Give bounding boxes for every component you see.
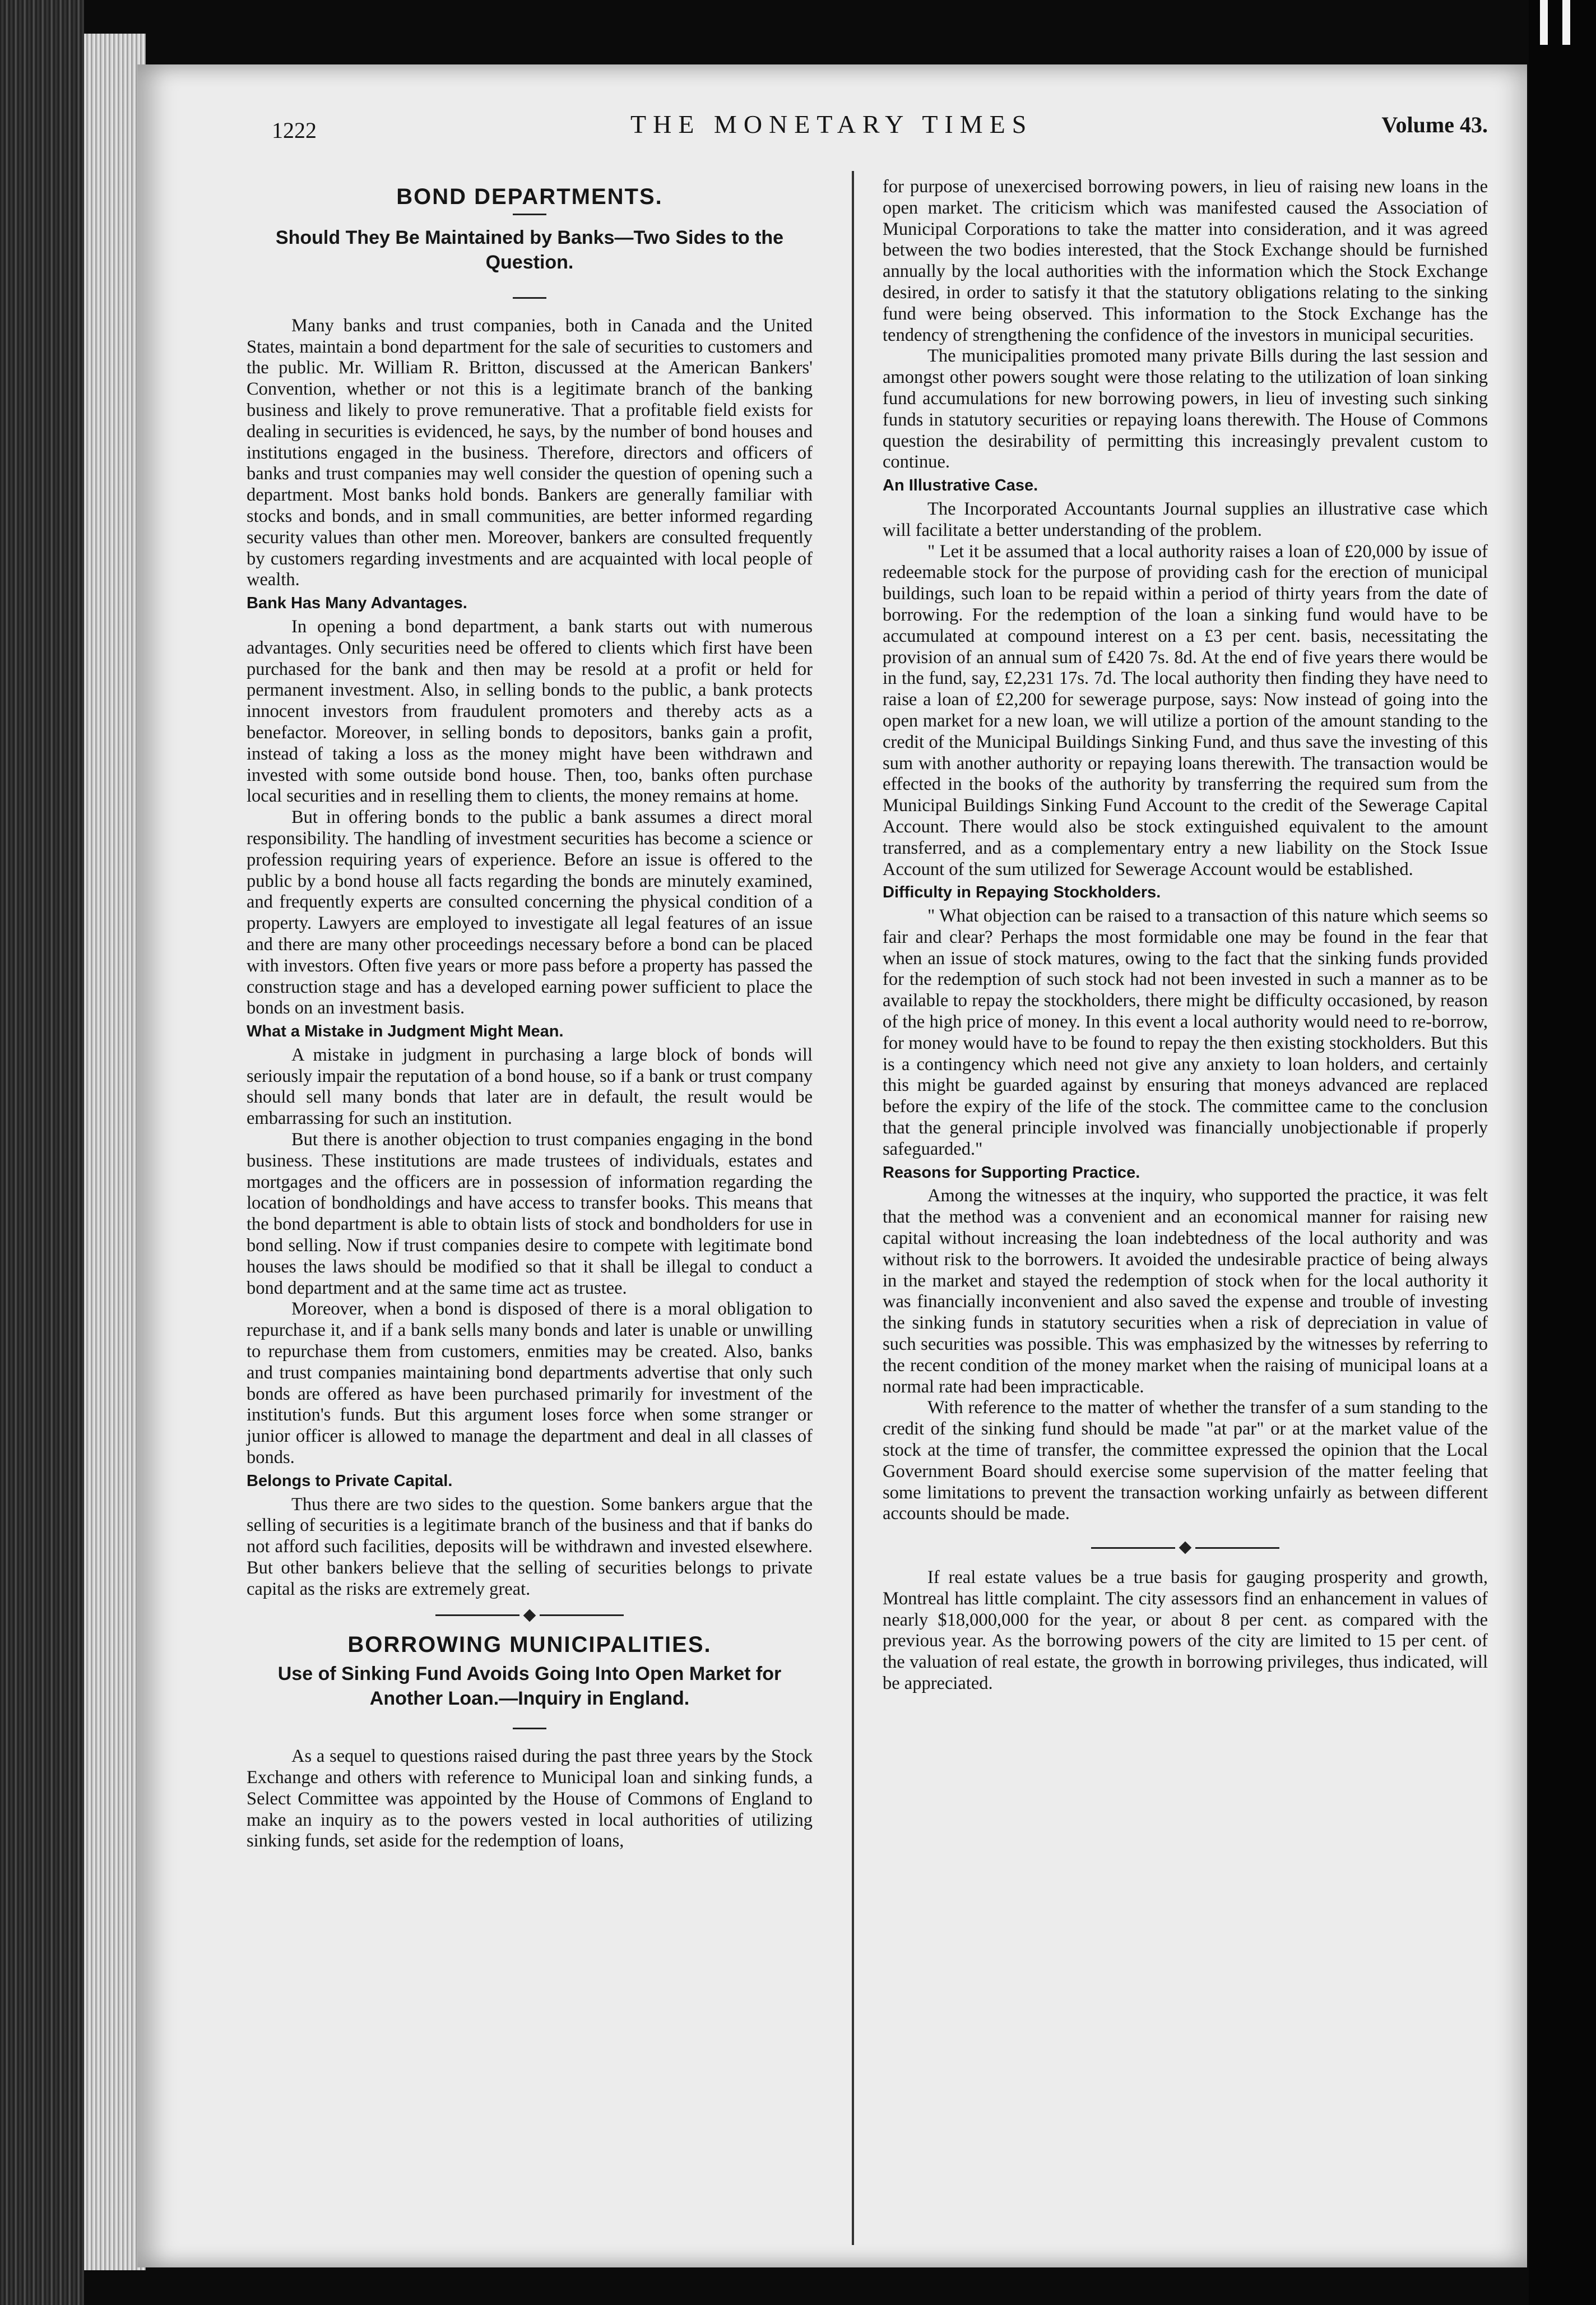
deck-dash bbox=[513, 1728, 546, 1729]
paragraph: With reference to the matter of whether the transfer of a sum standing to the credit of the sinking fund should be made "at par" or at the market value of the stock at the time of transfer, the committee expressed the opinion that the Local Government Board should exercise some supervision of the matter feeling that some limitations to prevent the transaction working unfairly as between different accounts should be made. bbox=[883, 1397, 1488, 1524]
paragraph: Thus there are two sides to the question. Some bankers argue that the selling of securities is a legitimate branch of the business and that if banks do not afford such facilities, deposits will be withdrawn and invested elsewhere. But other bankers believe that the selling of securities belongs to private capital as the risks are extremely great. bbox=[247, 1494, 813, 1599]
article-title-bond-departments: BOND DEPARTMENTS. bbox=[396, 184, 663, 209]
right-margin-dark bbox=[1529, 0, 1596, 2305]
paragraph: The municipalities promoted many private Bills during the last session and amongst other powers sought were those relating to the utilization of loan sinking fund accumulations for new borrowing powers, in lieu of investing such sinking funds in statutory securities or repaying loans therewith. The House of Commons question the desirability of permitting this increasingly prevalent custom to continue. bbox=[883, 346, 1488, 473]
page-number: 1222 bbox=[272, 118, 317, 143]
page-edges bbox=[84, 34, 146, 2270]
journal-title: THE MONETARY TIMES bbox=[630, 110, 1033, 138]
article-deck-bond-departments: Should They Be Maintained by Banks—Two Sides to the Question. bbox=[275, 226, 784, 273]
paragraph: But there is another objection to trust companies engaging in the bond business. These institutions are made trustees of individuals, estates and mortgages and the officers are in possession of information regarding the location of bondholdings and have access to transfer books. This means that the bond department is able to obtain lists of stock and bondholders for use in bond selling. Now if trust companies desire to compete with legitimate bond houses the laws should be modified so that it shall be illegal to conduct a bond department and at the same time act as trustee. bbox=[247, 1130, 813, 1298]
subhead: Bank Has Many Advantages. bbox=[247, 594, 467, 613]
deck-dash bbox=[513, 297, 546, 299]
book-spine bbox=[0, 0, 84, 2305]
subhead: Reasons for Supporting Practice. bbox=[883, 1163, 1140, 1182]
left-column bbox=[247, 177, 813, 1852]
title-dash bbox=[513, 214, 546, 215]
paragraph: Many banks and trust companies, both in Canada and the United States, maintain a bond department for the sale of securities to customers and the public. Mr. William R. Britton, discussed at the American Bankers' Convention, whether or not this is a legitimate branch of the banking business and likely to prove remunerative. That a profitable field exists for dealing in securities is evidenced, he says, by the number of bond houses and institutions engaged in the business. Therefore, directors and officers of banks and trust companies may well consider the question of opening such a department. Most banks hold bonds. Bankers are generally familiar with stocks and bonds, and in small communities, are better informed regarding security values than other men. Moreover, bankers are consulted frequently by customers regarding investments and are acquainted with local people of wealth. bbox=[247, 315, 813, 590]
paragraph: The Incorporated Accountants Journal supplies an illustrative case which will facilitate a better understanding of the problem. bbox=[883, 498, 1488, 540]
paragraph: As a sequel to questions raised during the past three years by the Stock Exchange and others with reference to Municipal loan and sinking funds, a Select Committee was appointed by the House of Commons of England to make an inquiry as to the powers vested in local authorities of utilizing sinking funds, set aside for the redemption of loans, bbox=[247, 1746, 813, 1852]
film-mark bbox=[1540, 0, 1548, 45]
paragraph: But in offering bonds to the public a bank assumes a direct moral responsibility. The handling of investment securities has become a science or profession requiring years of experience. Before an issue is offered to the public by a bond house all facts regarding the bonds are minutely examined, and frequently experts are consulted concerning the physical condition of a property. Lawyers are employed to investigate all legal features of an issue and there are many other proceedings necessary before a bond can be placed with investors. Often five years or more pass before a property has passed the construction stage and has a developed earning power sufficient to place the bonds on an investment basis. bbox=[247, 807, 813, 1019]
paragraph-continued: for purpose of unexercised borrowing powers, in lieu of raising new loans in the open market. The criticism which was manifested caused the Association of Municipal Corporations to take the matter into consideration, and it was agreed between the two bodies interested, that the Stock Exchange should be furnished annually by the local authorities with the information which the Stock Exchange desired, in order to satisfy it that the statutory obligations relating to the sinking fund were being observed. This information to the Stock Exchange has the tendency of strengthening the confidence of the investors in municipal securities. bbox=[883, 177, 1488, 345]
page-header bbox=[137, 109, 1527, 154]
subhead: Belongs to Private Capital. bbox=[247, 1471, 453, 1490]
paragraph: " What objection can be raised to a transaction of this nature which seems so fair and clear? Perhaps the most formidable one may be found in the fear that when an issue of stock matures, owing to the fact that the sinking funds provided for the redemption of such stock had not been invested in such a manner as to be available to repay the stockholders, there might be difficulty occasioned, by reason of the high price of money. In this event a local authority would need to re-borrow, for money would have to be found to repay the then existing stockholders. But this is a contingency which need not give any anxiety to loan holders, and certainly this might be guarded against by ensuring that moneys advanced are replaced before the expiry of the life of the stock. The committee came to the conclusion that the general principle involved was financially unobjectionable if properly safeguarded." bbox=[883, 906, 1488, 1159]
paragraph: " Let it be assumed that a local authority raises a loan of £20,000 by issue of redeemable stock for the purpose of providing cash for the erection of municipal buildings, such loan to be repaid within a period of thirty years from the date of borrowing. For the redemption of the loan a sinking fund would have to be accumulated at compound interest on a £3 per cent. basis, necessitating the provision of an annual sum of £420 7s. 8d. At the end of five years there would be in the fund, say, £2,231 17s. 7d. The local authority then finding they have need to raise a loan of £2,200 for sewerage purpose, says: Now instead of going into the open market for a new loan, we will utilize a portion of the amount standing to the credit of the Municipal Buildings Sinking Fund, and thus save the investing of this sum with another authority or repaying loans therewith. The transaction would be effected in the books of the authority by transferring the required sum from the Municipal Buildings Sinking Fund Account to the credit of the Sewerage Capital Account. There would also be stock extinguished equivalent to the amount transferred, and as a complementary entry a new liability on the Stock Issue Account of the sum utilized for Sewerage Account would be established. bbox=[883, 541, 1488, 880]
right-column bbox=[883, 177, 1488, 1695]
column-rule bbox=[852, 171, 854, 2245]
paragraph: If real estate values be a true basis for gauging prosperity and growth, Montreal has little complaint. The city assessors find an enhancement in values of nearly $18,000,000 for the year, or about 8 per cent. as compared with the previous year. As the borrowing powers of the city are limited to 15 per cent. of the valuation of real estate, the growth in borrowing privileges, thus indicated, will be appreciated. bbox=[883, 1567, 1488, 1693]
subhead: Difficulty in Repaying Stockholders. bbox=[883, 883, 1161, 902]
section-ornament bbox=[883, 1536, 1488, 1557]
paragraph: In opening a bond department, a bank starts out with numerous advantages. Only securities need be offered to clients which first have been purchased for the bank and then may be resold at a profit or held for permanent investment. Also, in selling bonds to the public, a bank protects innocent investors from fraudulent promoters and thereby acts as a benefactor. Moreover, in selling bonds to depositors, banks gain a profit, instead of taking a loss as the money might have been withdrawn and invested with some outside bond house. Then, too, banks often purchase local securities and in reselling them to clients, the money remains at home. bbox=[247, 616, 813, 807]
subhead: What a Mistake in Judgment Might Mean. bbox=[247, 1022, 564, 1041]
article-deck-borrowing-municipalities: Use of Sinking Fund Avoids Going Into Open Market for Another Loan.—Inquiry in England. bbox=[277, 1663, 782, 1710]
section-ornament bbox=[247, 1604, 813, 1625]
paragraph: A mistake in judgment in purchasing a large block of bonds will seriously impair the reputation of a bond house, so if a bank or trust company should sell many bonds that later are in default, the result would be embarrassing for such an institution. bbox=[247, 1044, 813, 1129]
volume-label: Volume 43. bbox=[1381, 112, 1488, 137]
subhead: An Illustrative Case. bbox=[883, 476, 1038, 495]
article-title-borrowing-municipalities: BORROWING MUNICIPALITIES. bbox=[347, 1632, 712, 1658]
paragraph: Among the witnesses at the inquiry, who supported the practice, it was felt that the method was a convenient and an economical manner for raising new capital without increasing the loan indebtedness of the local authority and was without risk to the borrowers. It avoided the undesirable practice of being always in the market and stayed the redemption of stock when for the local authority it was financially inconvenient and also saved the expense and trouble of investing the sinking funds in statutory securities when a risk of depreciation in value of such securities was possible. This was emphasized by the witnesses by referring to the recent condition of the money market when the raising of municipal loans at a normal rate had been impracticable. bbox=[883, 1186, 1488, 1397]
newspaper-page bbox=[137, 64, 1527, 2267]
paragraph: Moreover, when a bond is disposed of there is a moral obligation to repurchase it, and if a bank sells many bonds and later is unable or unwilling to repurchase them from customers, enmities may be created. Also, banks and trust companies maintaining bond departments advertise that only such bonds are offered as have been purchased primarily for investment of the institution's funds. But this argument loses force when some stranger or junior officer is allowed to manage the department and deal in all classes of bonds. bbox=[247, 1299, 813, 1468]
film-mark bbox=[1562, 0, 1570, 45]
